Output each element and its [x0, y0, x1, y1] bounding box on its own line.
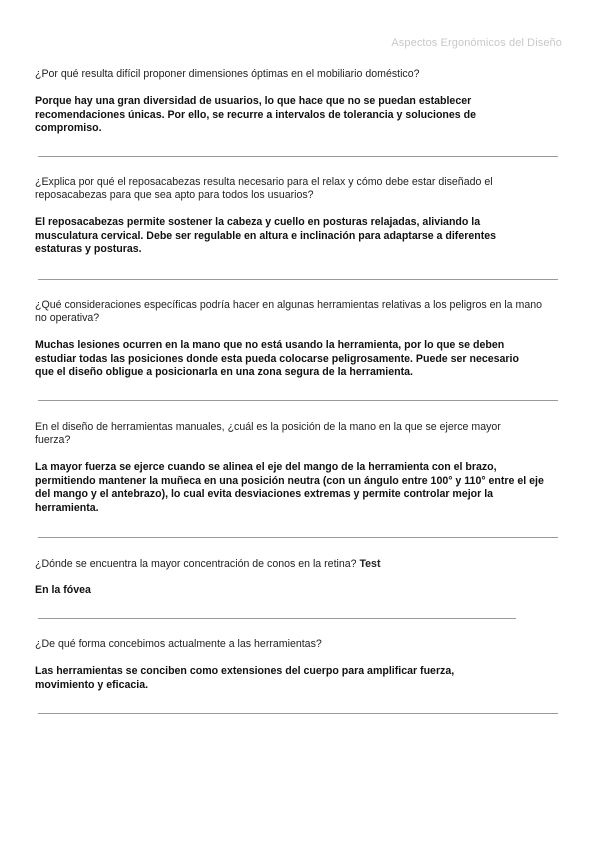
qa-item-6 — [35, 638, 560, 692]
qa-item-1 — [35, 68, 560, 136]
answer-divider-6 — [38, 713, 558, 714]
answer-5: En la fóvea — [35, 584, 91, 596]
answer-divider-5 — [38, 618, 516, 619]
question-5-text: ¿Dónde se encuentra la mayor concentración de conos en la retina? — [35, 558, 360, 570]
question-3: ¿Qué consideraciones específicas podría hacer en algunas herramientas relativas a los peligros en la mano no operativa? — [35, 299, 543, 324]
question-6: ¿De qué forma concebimos actualmente a las herramientas? — [35, 638, 322, 650]
answer-divider-4 — [38, 537, 558, 538]
qa-item-3 — [35, 299, 560, 380]
answer-2: El reposacabezas permite sostener la cabeza y cuello en posturas relajadas, aliviando la musculatura cervical. Debe ser regulable en altura e inclinación para adaptarse a diferentes estaturas y posturas. — [35, 216, 497, 255]
qa-item-5 — [35, 558, 560, 598]
answer-3: Muchas lesiones ocurren en la mano que no está usando la herramienta, por lo que se deben estudiar todas las posiciones donde esta pueda colocarse peligrosamente. Puede ser necesario que el diseño obligue a posicionarla en una zona segura de la herramienta. — [35, 339, 519, 378]
answer-6: Las herramientas se conciben como extensiones del cuerpo para amplificar fuerza, movimiento y eficacia. — [35, 665, 455, 691]
page-header: Aspectos Ergonómicos del Diseño — [391, 37, 562, 49]
answer-4: La mayor fuerza se ejerce cuando se alinea el eje del mango de la herramienta con el brazo, permitiendo mantener la muñeca en una posición neutra (con un ángulo entre 100° y 110° entre el eje del mango y el antebrazo), lo cual evita desviaciones extremas y permite controlar mejor la herramienta. — [35, 461, 544, 514]
answer-1: Porque hay una gran diversidad de usuarios, lo que hace que no se puedan establecer recomendaciones únicas. Por ello, se recurre a intervalos de tolerancia y soluciones de compromiso. — [35, 95, 476, 134]
qa-item-2 — [35, 176, 560, 257]
question-4: En el diseño de herramientas manuales, ¿cuál es la posición de la mano en la que se ejerce mayor fuerza? — [35, 421, 501, 446]
answer-divider-3 — [38, 400, 558, 401]
question-1: ¿Por qué resulta difícil proponer dimensiones óptimas en el mobiliario doméstico? — [35, 68, 420, 80]
question-5 — [35, 558, 560, 571]
answer-divider-1 — [38, 156, 558, 157]
question-5-tag: Test — [359, 558, 381, 570]
qa-item-4 — [35, 421, 560, 515]
question-2: ¿Explica por qué el reposacabezas resulta necesario para el relax y cómo debe estar diseñado el reposacabezas para que sea apto para todos los usuarios? — [35, 176, 493, 201]
answer-divider-2 — [38, 279, 558, 280]
